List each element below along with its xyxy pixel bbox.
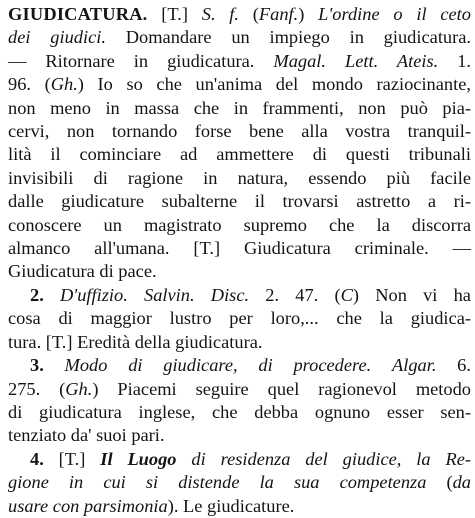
text-span: ( [239, 4, 259, 24]
text-span: di residenza del giudice, la Re- [191, 448, 471, 469]
text-line [8, 190, 471, 213]
text-line [8, 73, 471, 96]
text-line [8, 378, 471, 401]
text-span: almanco all'umana. [T.] Giudicatura criminale. — [8, 238, 471, 259]
text-span: gione in cui si distende la sua competenza [8, 472, 427, 493]
text-line [8, 401, 471, 424]
text-span: — Ritornare in giudicatura. [8, 50, 274, 71]
text-span: 2. [30, 284, 44, 305]
text-span: 2. 47. ( [249, 284, 341, 305]
text-span: 4. [30, 448, 44, 469]
text-span: 1. [438, 50, 472, 71]
text-span: 96. ( [8, 74, 51, 95]
text-span: [T.] [43, 448, 101, 469]
text-span: Salvin. Disc. [144, 284, 250, 305]
text-line [8, 97, 471, 120]
text-span: di giudicatura inglese, che debba ognuno esser sen- [8, 401, 471, 422]
text-line [8, 167, 471, 190]
text-line [8, 3, 471, 26]
text-span: lità il cominciare ad ammettere di questi tribunali [8, 144, 471, 165]
text-span [44, 285, 60, 305]
text-span: [T.] [147, 4, 202, 24]
text-span [371, 355, 392, 375]
text-span: L'ordine o il ceto [318, 4, 471, 24]
text-line [8, 214, 471, 237]
headword: GIUDICATURA. [8, 4, 148, 24]
text-span: 275. ( [8, 378, 66, 399]
text-span: usare con parsimonia [8, 495, 168, 516]
text-span: ) Non vi ha [352, 284, 471, 305]
text-line [8, 120, 471, 143]
text-span: Fanf. [258, 4, 299, 24]
text-line [8, 331, 471, 354]
text-line [8, 307, 471, 330]
text-span: da [452, 472, 471, 493]
text-span: dei giudici. [8, 27, 106, 48]
text-span [44, 355, 65, 375]
text-span: ) Piacemi seguire quel ragionevol metodo [92, 378, 472, 399]
text-span: invisibili di ragione in natura, essendo più facile [8, 167, 471, 188]
text-span: Domandare un impiego in giudicatura. [105, 27, 472, 48]
text-span: non meno in massa che in frammenti, non può pia- [8, 97, 471, 118]
text-span: cosa di maggior lustro per loro,... che la giudica- [8, 308, 471, 329]
text-line [8, 237, 471, 260]
text-span: ) Io so che un'anima del mondo raziocinante, [77, 74, 471, 95]
text-line [8, 284, 471, 307]
text-span: D'uffizio. [60, 284, 128, 305]
text-span: Gh. [50, 74, 78, 95]
text-span: ) [298, 4, 319, 24]
text-line [8, 260, 471, 283]
text-span: dalle giudicature subalterne il trovarsi astretto a ri- [8, 191, 471, 212]
text-line [8, 495, 471, 518]
text-span: tenziato da' suoi pari. [8, 425, 165, 446]
text-span: tura. [T.] Eredità della giudicatura. [8, 331, 263, 352]
text-span: Algar. [391, 355, 437, 376]
text-span: cervi, non tornando forse bene alla vostra tranquil- [8, 121, 471, 142]
text-span: 6. [436, 355, 471, 376]
text-span: Il Luogo [100, 448, 177, 469]
text-span [128, 285, 144, 305]
text-span: ). Le giudicature. [167, 495, 295, 516]
text-span: conoscere un magistrato supremo che la discorra [8, 214, 471, 235]
text-span: Giudicatura di pace. [8, 261, 157, 282]
text-line [8, 424, 471, 447]
text-span: ( [426, 472, 453, 493]
text-span [177, 449, 192, 469]
text-line [8, 354, 471, 377]
text-line [8, 448, 471, 471]
text-line [8, 26, 471, 49]
text-line [8, 50, 471, 73]
text-span: Gh. [65, 378, 93, 399]
text-line [8, 471, 471, 494]
text-span: Magal. Lett. Ateis. [273, 50, 439, 71]
text-span: Modo di giudicare, di procedere. [64, 355, 372, 376]
text-span: 3. [30, 355, 44, 376]
text-span: S. f. [201, 4, 240, 24]
text-line [8, 143, 471, 166]
text-span: C [340, 284, 353, 305]
